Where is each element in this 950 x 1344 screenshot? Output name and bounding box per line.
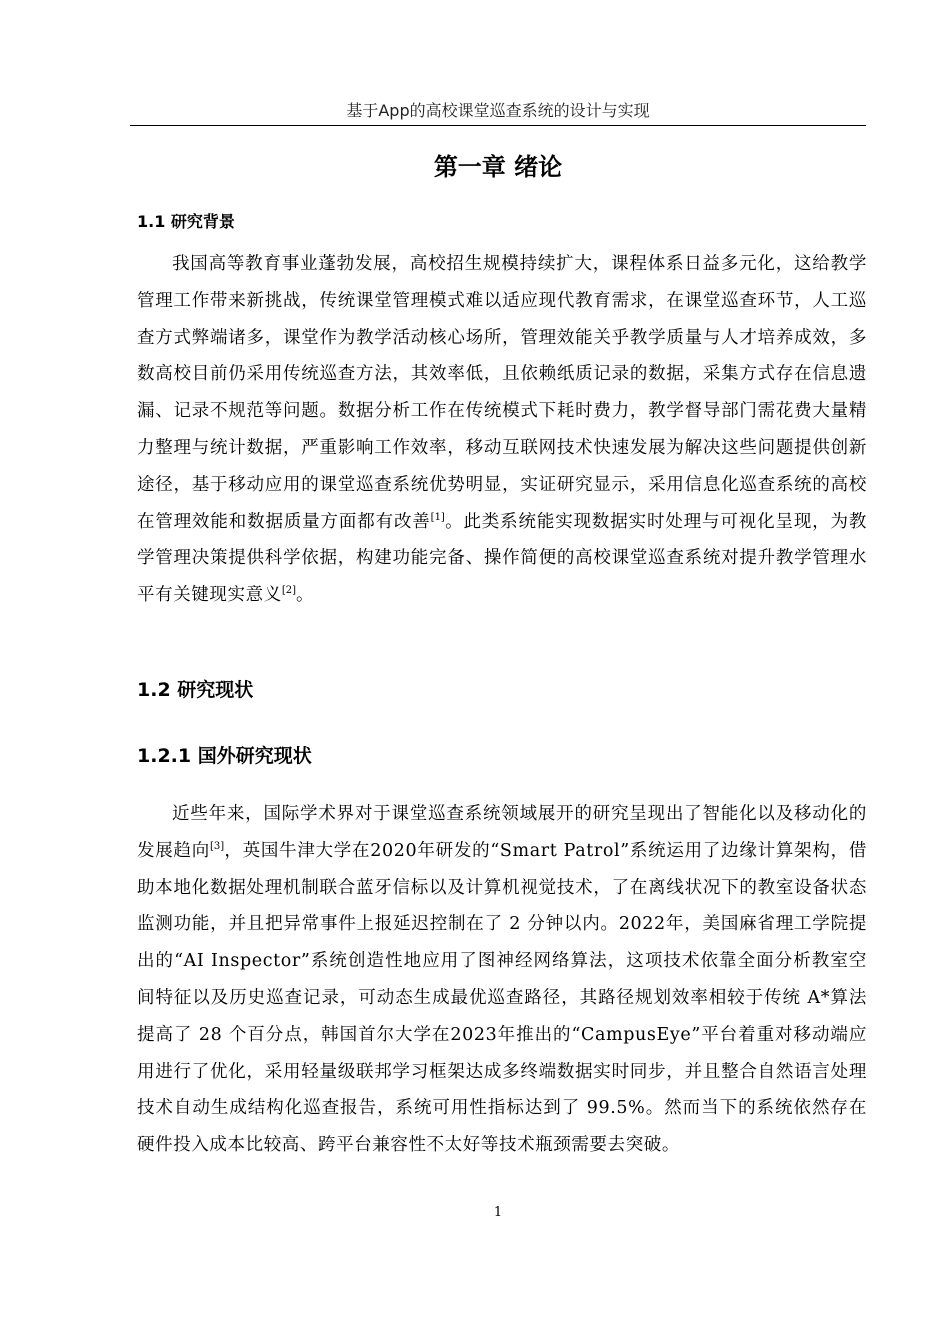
paragraph-text: ，英国牛津大学在2020年研发的“Smart Patrol”系统运用了边缘计算架构，借助本地化数据处理机制联合蓝牙信标以及计算机视觉技术，了在离线状况下的教室设备状态监测功能，并且把异常事件上报延迟控制在了 2 分钟以内。2022年，美国麻省理工学院提出的“AI Inspector”系统创造性地应用了图神经网络算法，这项技术依靠全面分析教室空间特征以及历史巡查记录，可动态生成最优巡查路径，其路径规划效率相较于传统 A*算法提高了 28 个百分点，韩国首尔大学在2023年推出的“CampusEye”平台着重对移动端应用进行了优化，采用轻量级联邦学习框架达成多终端数据实时同步，并且整合自然语言处理技术自动生成结构化巡查报告，系统可用性指标达到了 99.5%。然而当下的系统依然存在硬件投入成本比较高、跨平台兼容性不太好等技术瓶颈需要去突破。 [137, 840, 867, 1156]
section-heading-1-2-1: 1.2.1 国外研究现状 [137, 745, 312, 767]
section-heading-1-2: 1.2 研究现状 [137, 679, 254, 701]
page-number: 1 [493, 1205, 503, 1220]
citation-ref: [1] [430, 511, 445, 523]
paragraph-foreign-research [137, 796, 867, 1164]
paragraph-text: 。 [295, 585, 315, 606]
paragraph-research-background [137, 246, 867, 614]
citation-ref: [2] [281, 585, 296, 597]
running-header: 基于App的高校课堂巡查系统的设计与实现 [346, 101, 650, 120]
section-heading-1-1: 1.1 研究背景 [137, 212, 235, 231]
citation-ref: [3] [210, 840, 225, 852]
paragraph-text: 近些年来，国际学术界对于课堂巡查系统领域展开的研究呈现出了智能化以及移动化的发展趋向 [137, 804, 867, 861]
header-divider [130, 125, 866, 126]
chapter-title: 第一章 绪论 [433, 153, 563, 181]
paragraph-text: 。此类系统能实现数据实时处理与可视化呈现，为教学管理决策提供科学依据，构建功能完备、操作简便的高校课堂巡查系统对提升教学管理水平有关键现实意义 [137, 511, 867, 606]
paragraph-text: 我国高等教育事业蓬勃发展，高校招生规模持续扩大，课程体系日益多元化，这给教学管理工作带来新挑战，传统课堂管理模式难以适应现代教育需求，在课堂巡查环节，人工巡查方式弊端诸多，课堂作为教学活动核心场所，管理效能关乎教学质量与人才培养成效，多数高校目前仍采用传统巡查方法，其效率低，且依赖纸质记录的数据，采集方式存在信息遗漏、记录不规范等问题。数据分析工作在传统模式下耗时费力，教学督导部门需花费大量精力整理与统计数据，严重影响工作效率，移动互联网技术快速发展为解决这些问题提供创新途径，基于移动应用的课堂巡查系统优势明显，实证研究显示，采用信息化巡查系统的高校在管理效能和数据质量方面都有改善 [137, 254, 867, 532]
